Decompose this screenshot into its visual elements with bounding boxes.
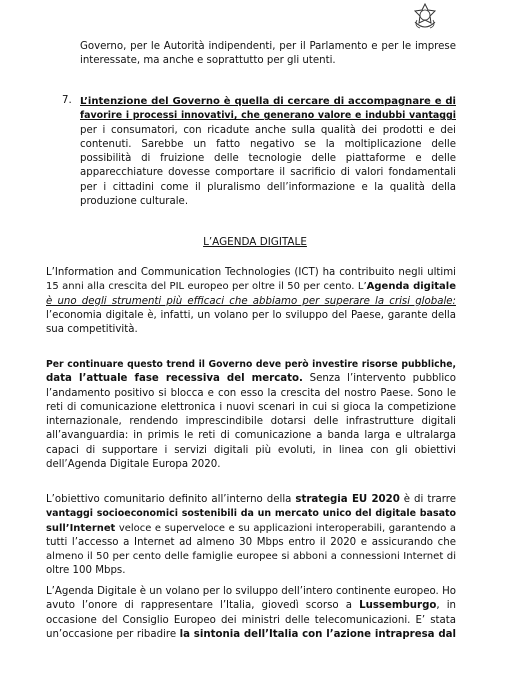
text-line: per i cittadini come il pluralismo dell’informazione e la qualità della xyxy=(80,181,456,193)
text-line: L’Agenda Digitale è un volano per lo sviluppo dell’intero continente europeo. Ho xyxy=(46,586,456,597)
text-line: reti di comunicazione elettronica i nuovi scenari in cui si gioca la competizione xyxy=(46,401,456,413)
section-heading: L’AGENDA DIGITALE xyxy=(203,236,307,248)
text-line: 15 anni alla crescita del PIL europeo per oltre il 50 per cento. L’Agenda digitale xyxy=(46,281,456,293)
text-line: l’economia digitale è, infatti, un volano per lo sviluppo del Paese, garante della xyxy=(46,309,456,321)
text-line: occasione del Consiglio Europeo dei ministri delle telecomunicazioni. E’ stata xyxy=(46,614,456,626)
text-line: almeno il 50 per cento delle famiglie europee si abboni a connessioni Internet di xyxy=(46,551,456,563)
text-line: per i consumatori, con ricadute anche sulla qualità dei prodotti e dei xyxy=(80,124,456,136)
text-line: sull’Internet veloce e superveloce e su applicazioni interoperabili, garantendo a xyxy=(46,522,456,534)
text-line: L’Information and Communication Technologies (ICT) ha contribuito negli ultimi xyxy=(46,267,456,278)
text-line: L’intenzione del Governo è quella di cercare di accompagnare e di xyxy=(80,96,456,107)
text-line: tutti l’accesso a Internet ad almeno 30 Mbps entro il 2020 e assicurando che xyxy=(46,536,456,548)
text-line: contenuti. Sarebbe un fatto negativo se la moltiplicazione delle xyxy=(80,138,456,150)
text-line: apparecchiature dovesse comportare il sacrificio di valori fondamentali xyxy=(80,167,456,179)
text-line: avuto l’onore di rappresentare l’Italia, giovedì scorso a Lussemburgo, in xyxy=(46,600,457,612)
paragraph-ict xyxy=(46,266,456,337)
text-line: l’andamento positivo si blocca e con esso la crescita del nostro Paese. Sono le xyxy=(46,387,456,399)
text-line: L’obiettivo comunitario definito all’interno della strategia EU 2020 è di trarre xyxy=(46,494,457,505)
text-line: produzione culturale. xyxy=(80,196,189,208)
paragraph-continuation xyxy=(80,40,456,69)
text-line: dell’Agenda Digitale Europa 2020. xyxy=(46,459,221,471)
paragraph-investment xyxy=(46,358,456,472)
text-line: Governo, per le Autorità indipendenti, per il Parlamento e per le imprese xyxy=(80,41,456,52)
text-line: un’occasione per ribadire la sintonia dell’Italia con l’azione intrapresa dal xyxy=(46,628,457,640)
text-line: sua competitività. xyxy=(46,324,138,336)
text-line: all’avanguardia: in primis le reti di comunicazione a banda larga e ultralarga xyxy=(46,430,456,442)
paragraph-eu-2020 xyxy=(46,493,456,579)
text-line: data l’attuale fase recessiva del mercato. Senza l’intervento pubblico xyxy=(46,373,457,385)
text-line: è uno degli strumenti più efficaci che abbiamo per superare la crisi globale: xyxy=(46,295,456,307)
text-line: interessate, ma anche e soprattutto per gli utenti. xyxy=(80,55,336,67)
text-line: Per continuare questo trend il Governo deve però investire risorse pubbliche, xyxy=(46,359,456,370)
text-line: favorire i processi innovativi, che generano valore e indubbi vantaggi xyxy=(80,110,456,122)
republic-emblem-icon xyxy=(410,2,440,32)
text-line: internazionale, rendendo imprescindibile dotarsi delle infrastrutture digitali xyxy=(46,416,456,428)
text-line: capaci di supportare i servizi digitali più evoluti, in linea con gli obiettivi xyxy=(46,444,456,456)
paragraph-item-7 xyxy=(80,95,456,209)
text-line: vantaggi socioeconomici sostenibili da un mercato unico del digitale basato xyxy=(46,508,456,520)
paragraph-agenda-digitale xyxy=(46,585,456,642)
text-line: oltre 100 Mbps. xyxy=(46,565,126,577)
item-number: 7. xyxy=(62,95,72,106)
text-line: possibilità di fruizione delle tecnologie delle piattaforme e delle xyxy=(80,153,456,165)
